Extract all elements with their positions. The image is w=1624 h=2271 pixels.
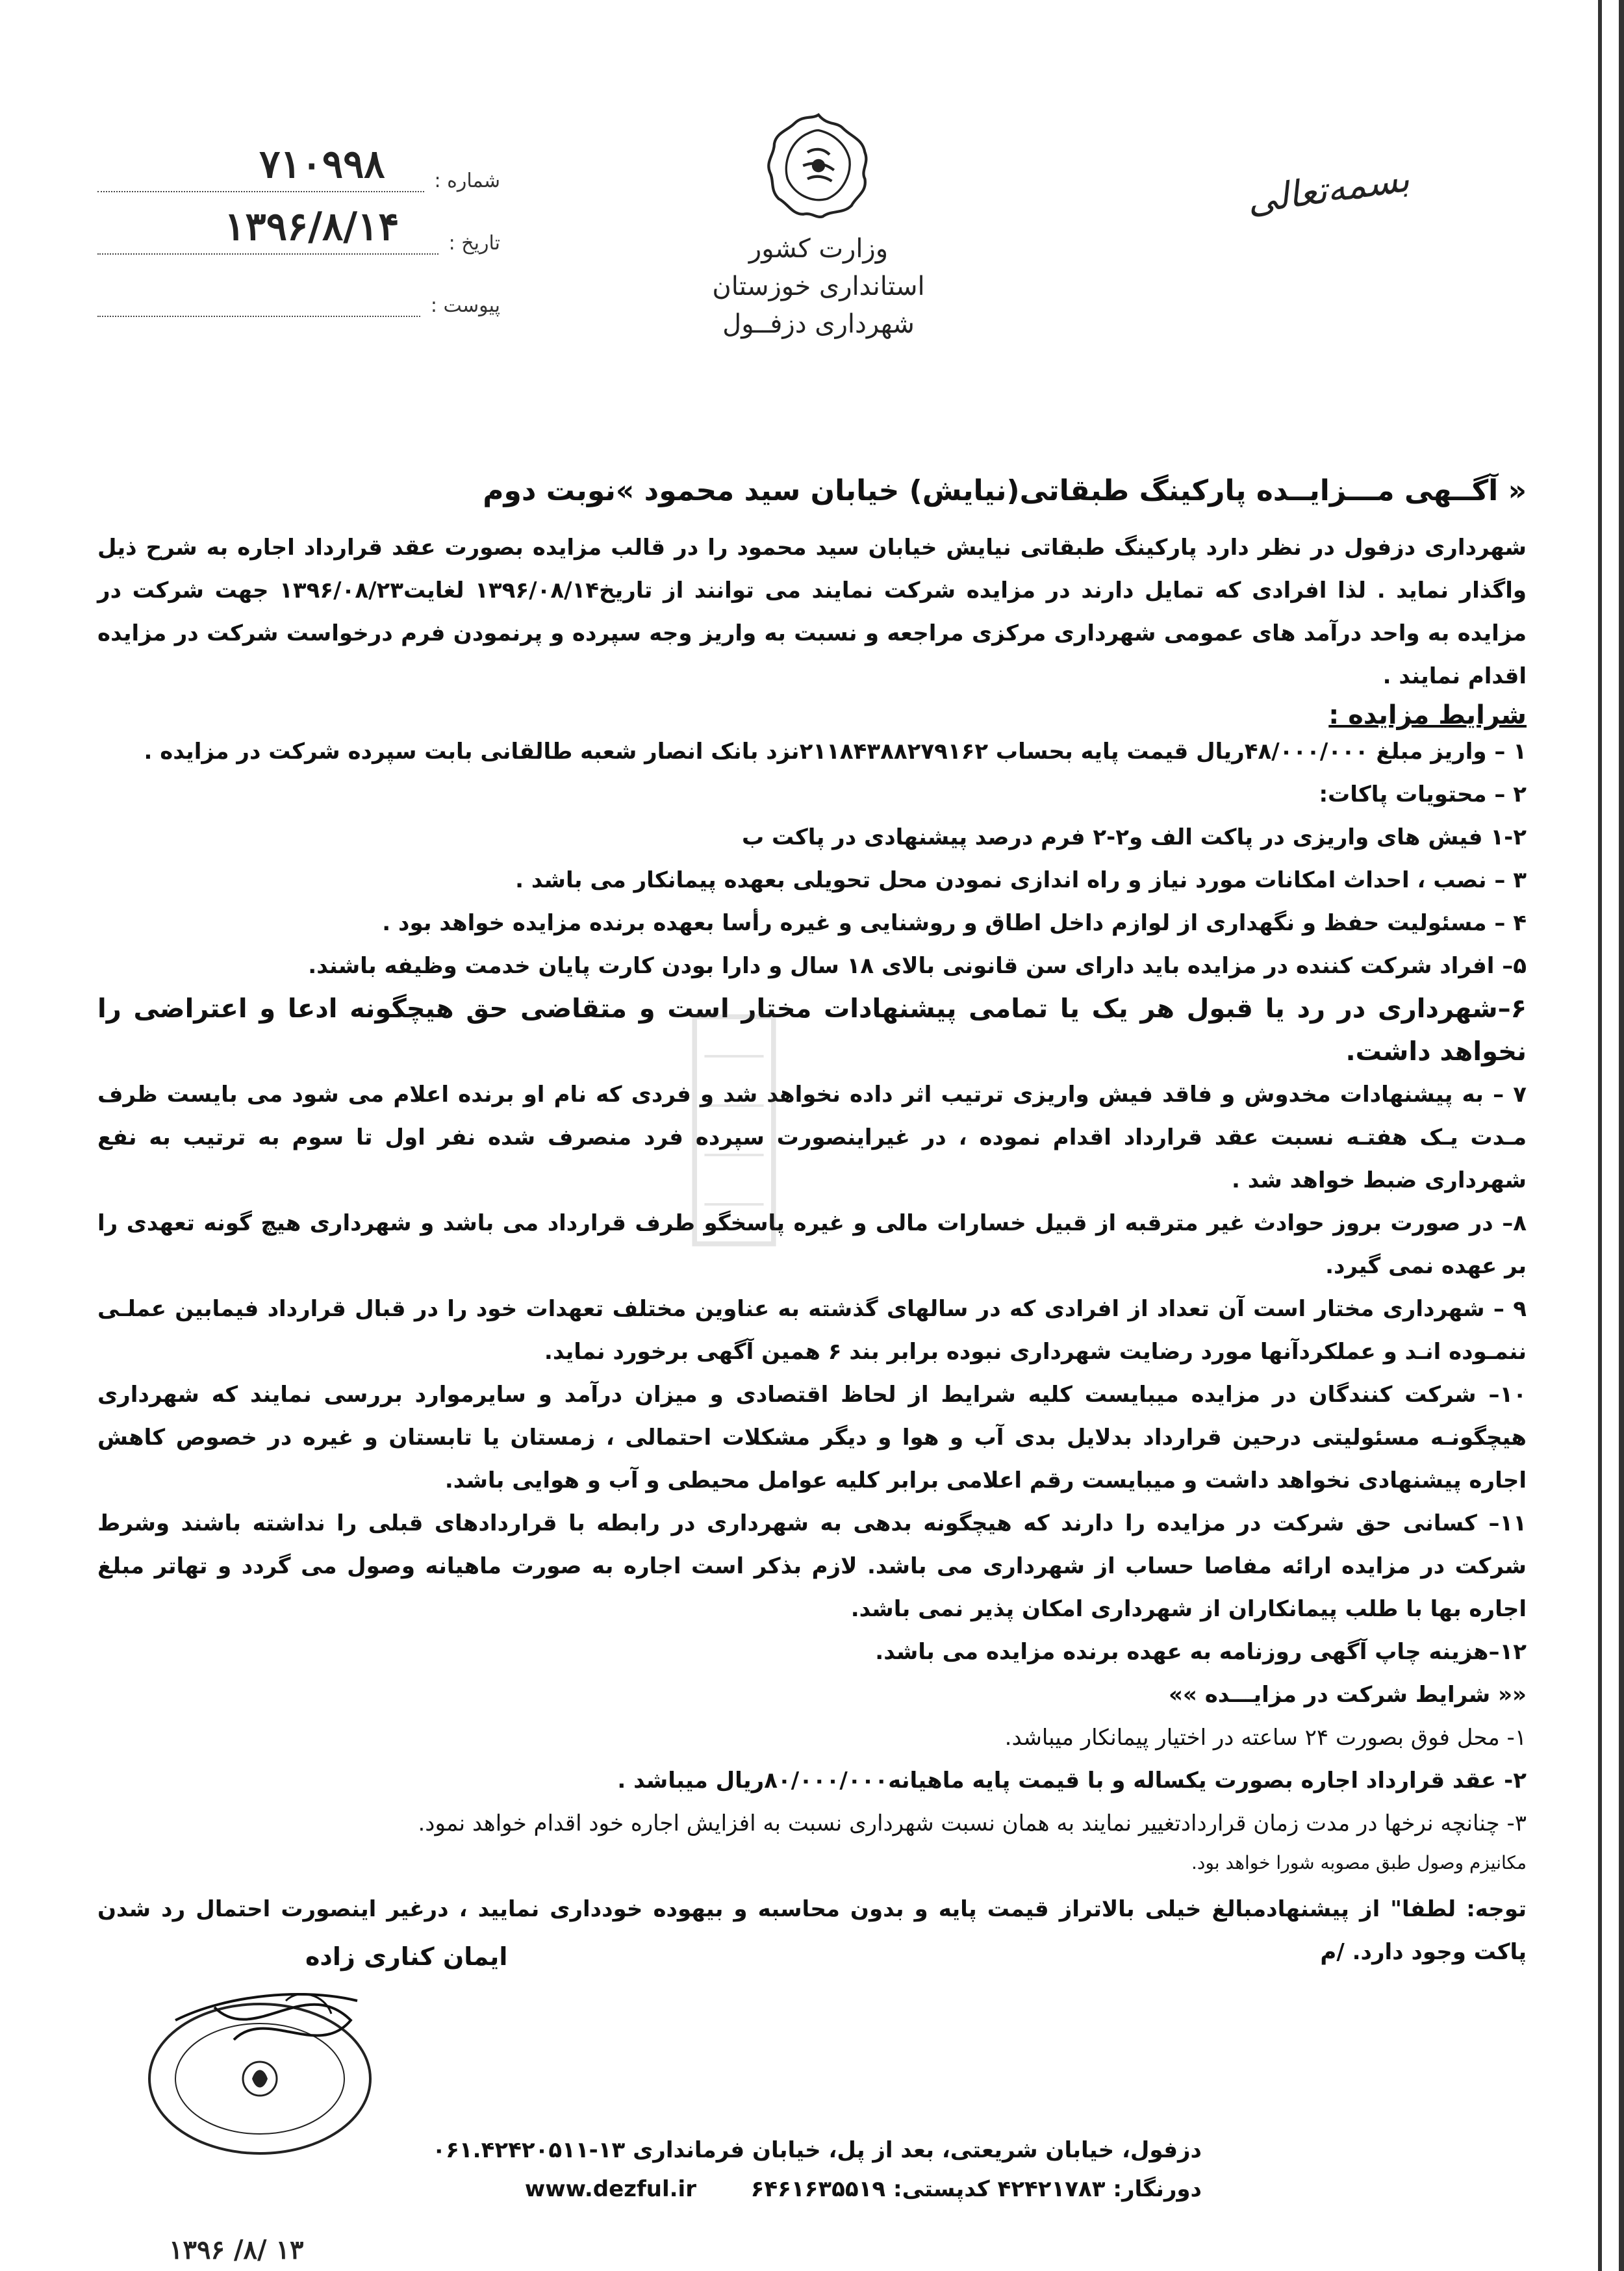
condition-4: ۴ – مسئولیت حفظ و نگهداری از لوازم داخل اطاق و روشنایی و غیره رأسا بعهده برنده مزایده خواهد بود .	[382, 910, 1527, 936]
footer-address: دزفول، خیابان شریعتی، بعد از پل، خیابان فرمانداری ۱۳-۰۶۱.۴۲۴۲۰۵۱۱	[432, 2137, 1202, 2163]
participation-1: ۱- محل فوق بصورت ۲۴ ساعته در اختیار پیمانکار میباشد.	[1004, 1725, 1527, 1751]
number-value: ۷۱۰۹۹۸	[259, 142, 385, 187]
condition-2-1: ۱-۲ فیش های واریزی در پاکت الف و۲-۲ فرم درصد پیشنهادی در پاکت ب	[742, 824, 1527, 850]
notice-body	[97, 526, 1527, 1973]
attachment-label: پیوست :	[430, 294, 500, 317]
condition-9: ۹ – شهرداری مختار است آن تعداد از افرادی که در سالهای گذشته به عناوین مختلف تعهدات خود را در قبال قرارداد فیمابین عملـی ننمـوده انـد و عملکردآنها مورد رضایت شهرداری نبوده برابر بند ۶ همین آگهی برخورد نماید.	[97, 1296, 1527, 1365]
number-row	[97, 130, 500, 192]
letterhead	[656, 110, 981, 343]
org-line-3: شهرداری دزفــول	[722, 309, 915, 339]
condition-11: ۱۱– کسانی حق شرکت در مزایده را دارند که هیچگونه بدهی به شهرداری در رابطه با قراردادهای قبلی را نداشته باشند وشرط شرکت در مزایده ارائه مفاصا حساب از شهرداری می باشد. لازم بذکر است اجاره به صورت ماهیانه وصول می گردد و تهاتر مبلغ اجاره بها با طلب پیمانکاران از شهرداری امکان پذیر نمی باشد.	[97, 1510, 1527, 1622]
letter-meta	[97, 130, 500, 317]
page-edge-border	[1598, 0, 1624, 2271]
signer-name: ایمان کناری زاده	[305, 1942, 508, 1971]
date-row	[97, 192, 500, 255]
participation-2: ۲- عقد قرارداد اجاره بصورت یکساله و با قیمت پایه ماهیانه۸۰/۰۰۰/۰۰۰ریال میباشد .	[617, 1768, 1527, 1794]
conditions-heading: شرایط مزایده :	[1328, 700, 1527, 730]
condition-1: ۱ – واریز مبلغ ۴۸/۰۰۰/۰۰۰ریال قیمت پایه بحساب ۲۱۱۸۴۳۸۸۲۷۹۱۶۲نزد بانک انصار شعبه طالقانی بابت سپرده شرکت در مزایده .	[144, 739, 1527, 765]
condition-6: ۶–شهرداری در رد یا قبول هر یک یا تمامی پیشنهادات مختار است و متقاضی حق هیچگونه ادعا و اعتراضی را نخواهد داشت.	[97, 994, 1527, 1067]
municipality-logo-icon	[763, 110, 874, 221]
notice-intro: شهرداری دزفول در نظر دارد پارکینگ طبقاتی نیایش خیابان سید محمود را در قالب مزایده بصورت عقد قرارداد اجاره به شرح ذیل واگذار نماید . لذا افرادی که تمایل دارند در مزایده شرکت نمایند می توانند از تاریخ۱۳۹۶/۰۸/۱۴ لغایت۱۳۹۶/۰۸/۲۳ جهت شرکت در مزایده به واحد درآمد های عمومی شهرداری مرکزی مراجعه و نسبت به واریز وجه سپرده و پرنمودن فرم درخواست شرکت در مزایده اقدام نمایند .	[97, 535, 1527, 689]
condition-10: ۱۰– شرکت کنندگان در مزایده میبایست کلیه شرایط از لحاظ اقتصادی و میزان درآمد و سایرموارد بررسی نمایند که شهرداری هیچگونـه مسئولیتی درحین قرارداد بدلایل بدی آب و هوا و دیگر مشکلات احتمالی ، زمستان یا تابستان و غیره در خصوص کاهش اجاره پیشنهادی نخواهد داشت و میبایست رقم اعلامی برابر کلیه عوامل محیطی و آب و هوایی باشد.	[97, 1382, 1527, 1493]
condition-2: ۲ – محتویات پاکات:	[1319, 781, 1527, 807]
basmala: بسمه‌تعالی	[1244, 157, 1412, 223]
watermark-icon	[682, 1007, 786, 1254]
org-line-2: استانداری خوزستان	[712, 272, 925, 301]
footer	[260, 2131, 1202, 2209]
footer-website[interactable]: www.dezful.ir	[524, 2176, 696, 2202]
condition-12: ۱۲–هزینه چاپ آگهی روزنامه به عهده برنده مزایده می باشد.	[875, 1639, 1527, 1665]
condition-5: ۵– افراد شرکت کننده در مزایده باید دارای سن قانونی بالای ۱۸ سال و دارا بودن کارت پایان خدمت وظیفه باشند.	[308, 953, 1527, 979]
org-line-1: وزارت کشور	[748, 234, 889, 264]
notice-title: « آگــهی مـــزایــده پارکینگ طبقاتی(نیایش) خیابان سید محمود »نوبت دوم	[483, 474, 1527, 507]
date-value: ۱۳۹۶/۸/۱۴	[224, 204, 400, 249]
number-label: شماره :	[434, 170, 500, 192]
condition-7: ۷ – به پیشنهادات مخدوش و فاقد فیش واریزی ترتیب اثر داده نخواهد شد و فردی که نام او برنده اعلام می شود می بایست ظرف مـدت یـک هفتـه نسبت عقد قرارداد اقدام نموده ، در غیراینصورت سپرده فرد منصرف شده نفر اول تا سوم به ترتیب به نفع شهرداری ضبط خواهد شد .	[97, 1082, 1527, 1193]
condition-8: ۸– در صورت بروز حوادث غیر مترقبه از قبیل خسارات مالی و غیره پاسخگو طرف قرارداد می باشد و شهرداری هیچ گونه تعهدی را بر عهده نمی گیرد.	[97, 1210, 1527, 1279]
participation-heading: «« شرایط شرکت در مزایـــده »»	[1168, 1682, 1527, 1708]
attachment-row	[97, 255, 500, 317]
footer-fax: دورنگار: ۴۲۴۲۱۷۸۳ کدپستی: ۶۴۶۱۶۳۵۵۱۹	[750, 2176, 1202, 2202]
date-label: تاریخ :	[448, 232, 500, 255]
attention-note: توجه: لطفا" از پیشنهادمبالغ خیلی بالاتراز قیمت پایه و بدون محاسبه و بیهوده خودداری نمایید ، درغیر اینصورت احتمال رد شدن پاکت وجود دارد. /م	[97, 1896, 1527, 1965]
mechanism-note: مکانیزم وصول طبق مصوبه شورا خواهد بود.	[1191, 1852, 1527, 1873]
condition-3: ۳ – نصب ، احداث امکانات مورد نیاز و راه اندازی نمودن محل تحویلی بعهده پیمانکار می باشد .	[515, 867, 1527, 893]
participation-3: ۳- چنانچه نرخها در مدت زمان قراردادتغییر نمایند به همان نسبت شهرداری نسبت به افزایش اجاره خود اقدام خواهد نمود.	[418, 1810, 1527, 1836]
handwritten-date: ۱۳۹۶ /۸/ ۱۳	[169, 2235, 304, 2265]
